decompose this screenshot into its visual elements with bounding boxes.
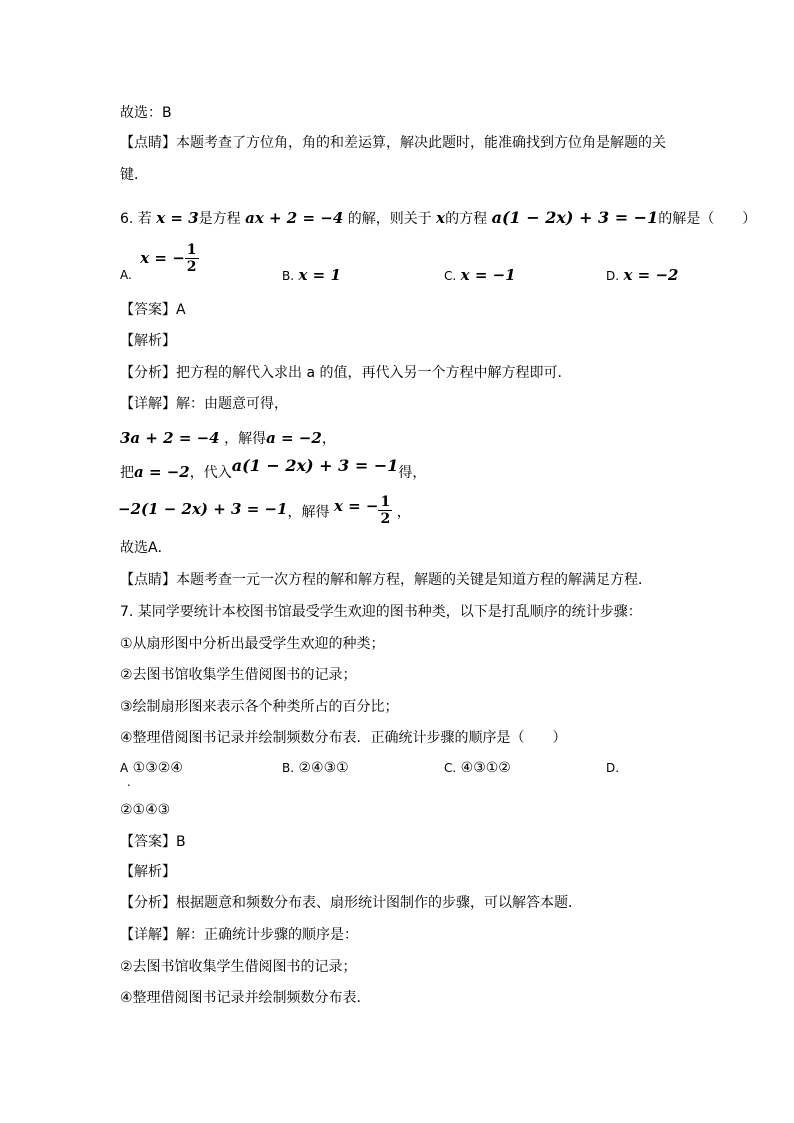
step-text-2: ，代入 (189, 465, 232, 481)
option-label: B. (282, 269, 295, 283)
detail-label: 【详解】 (120, 396, 176, 412)
step-value: a = −2 (134, 463, 190, 481)
q7-fenxi (120, 893, 582, 913)
step-equation: −2(1 − 2x) + 3 = −1 (118, 499, 288, 518)
q5-answer-line: 故选：B (120, 105, 172, 121)
step-lhs: x = − (333, 496, 379, 515)
q6-condition: x = 3 (156, 209, 199, 227)
q7-option-d-text: ②①④③ (120, 802, 171, 818)
comment-text: 本题考查一元一次方程的解和解方程，解题的关键是知道方程的解满足方程． (176, 572, 652, 588)
numerator: 1 (186, 242, 197, 258)
step-text: ，解得 (287, 504, 330, 521)
q6-number: 6. 若 (120, 211, 152, 227)
option-label: C. (444, 761, 457, 775)
q6-equation-2: a(1 − 2x) + 3 = −1 (491, 208, 659, 227)
denominator: 2 (380, 511, 391, 527)
q6-step-3 (118, 496, 411, 529)
q7-step-4: ④整理借阅图书记录并绘制频数分布表．正确统计步骤的顺序是（ ） (120, 730, 567, 746)
q7-step-2: ②去图书馆收集学生借阅图书的记录； (120, 667, 357, 683)
option-expr: x = 1 (298, 266, 341, 284)
q7-option-a-dot: . (127, 775, 131, 789)
q7-option-c (444, 760, 511, 776)
q6-step-1 (120, 428, 336, 449)
option-label: C. (444, 269, 457, 283)
comment-text: 本题考查了方位角，角的和差运算，解决此题时，能准确找到方位角是解题的关 (176, 135, 666, 151)
numerator: 1 (380, 494, 391, 510)
q7-step-1: ①从扇形图中分析出最受学生欢迎的种类； (120, 636, 385, 652)
q6-stem (120, 208, 756, 229)
q6-option-a (120, 242, 199, 282)
q5-comment (120, 133, 666, 153)
option-text: ②④③① (298, 760, 349, 776)
q6-option-b (282, 266, 341, 284)
q6-analysis-title: 【解析】 (120, 333, 176, 349)
q7-detail (120, 925, 358, 945)
q6-conclusion: 故选A． (120, 540, 172, 556)
comment-label: 【点睛】 (120, 572, 176, 588)
q6-text-3: 的方程 (445, 211, 488, 227)
q6-option-c (444, 266, 516, 284)
q6-text-4: 的解是（ ） (658, 211, 757, 227)
detail-text: 解：由题意可得， (176, 396, 288, 412)
q7-step-3: ③绘制扇形图来表示各个种类所占的百分比； (120, 699, 399, 715)
q6-text-1: 是方程 (198, 211, 241, 227)
q7-option-b (282, 760, 349, 776)
q6-fenxi (120, 363, 571, 383)
option-expr: x = −2 (623, 266, 679, 284)
option-text: ④③①② (460, 760, 511, 776)
fraction (378, 494, 392, 527)
step-equation: 3a + 2 = −4 (120, 429, 220, 447)
q7-analysis-title: 【解析】 (120, 864, 176, 880)
q7-detail-1: ②去图书馆收集学生借阅图书的记录； (120, 959, 357, 975)
step-end: ， (396, 504, 411, 521)
fenxi-text: 根据题意和频数分布表、扇形统计图制作的步骤，可以解答本题． (176, 895, 582, 911)
q6-option-d (606, 266, 678, 284)
option-expr: x = − (140, 248, 185, 267)
q5-comment-cont: 键． (120, 167, 148, 183)
q7-detail-2: ④整理借阅图书记录并绘制频数分布表． (120, 990, 371, 1006)
q7-option-d-label (606, 760, 619, 776)
option-label: D. (606, 761, 620, 775)
q6-equation-1: ax + 2 = −4 (245, 209, 344, 227)
denominator: 2 (186, 259, 197, 275)
step-end: 得， (398, 465, 427, 481)
fenxi-label: 【分析】 (120, 895, 176, 911)
q6-answer: 【答案】A (120, 302, 186, 318)
option-expr: x = −1 (460, 266, 516, 284)
q6-step-2 (120, 456, 427, 483)
q7-answer: 【答案】B (120, 834, 186, 850)
fenxi-label: 【分析】 (120, 365, 176, 381)
step-text: 把 (120, 465, 134, 481)
comment-label: 【点睛】 (120, 135, 176, 151)
option-label: A. (120, 267, 132, 282)
fraction (185, 242, 199, 275)
detail-text: 解：正确统计步骤的顺序是： (176, 927, 358, 943)
option-label: A (120, 761, 129, 775)
option-label: D. (606, 269, 620, 283)
option-label: B. (282, 761, 295, 775)
q6-variable: x (436, 209, 446, 227)
option-text: ①③②④ (132, 760, 183, 776)
step-end: ， (321, 431, 336, 447)
step-result: a = −2 (266, 429, 322, 447)
step-text: ，解得 (224, 431, 267, 447)
step-equation: a(1 − 2x) + 3 = −1 (231, 456, 399, 475)
q7-stem: 7. 某同学要统计本校图书馆最受学生欢迎的图书种类，以下是打乱顺序的统计步骤： (120, 604, 642, 620)
q6-comment (120, 570, 652, 590)
q6-detail (120, 394, 288, 414)
q6-text-2: 的解，则关于 (347, 211, 432, 227)
detail-label: 【详解】 (120, 927, 176, 943)
fenxi-text: 把方程的解代入求出 a 的值，再代入另一个方程中解方程即可． (176, 365, 572, 381)
